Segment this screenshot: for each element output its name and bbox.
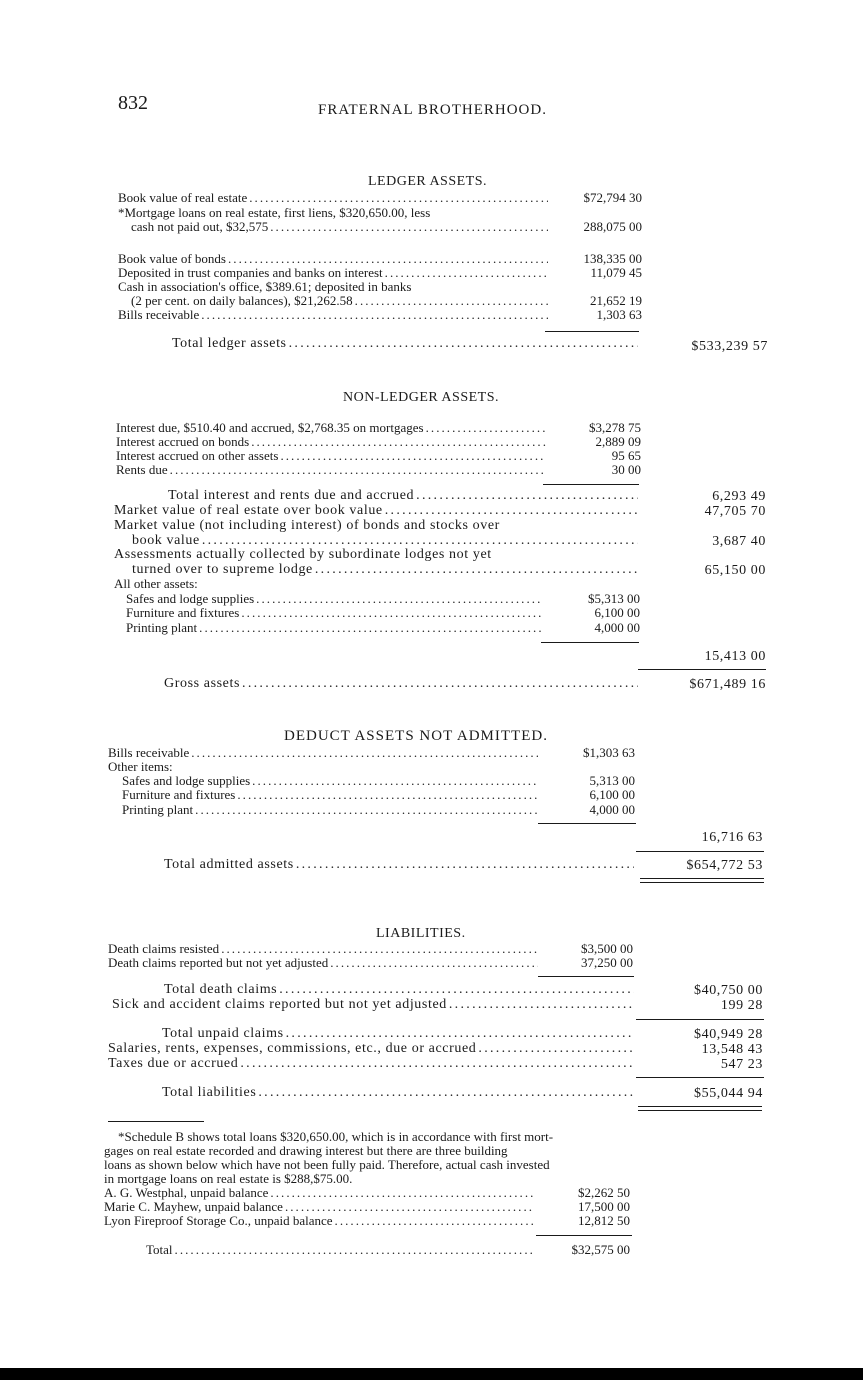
page-number: 832: [118, 92, 148, 114]
sick-claims-row: [112, 998, 634, 1012]
row-label: Total interest and rents due and accrued: [168, 488, 415, 503]
interest-row: [116, 421, 546, 434]
row-value: 47,705 70: [704, 504, 766, 519]
liability-row: [108, 956, 538, 969]
liabilities-heading: LIABILITIES.: [376, 926, 466, 941]
running-header: FRATERNAL BROTHERHOOD.: [318, 102, 547, 118]
row-value: 37,250 00: [581, 955, 633, 970]
ledger-total-value: $533,239 57: [691, 339, 768, 354]
total-death-claims-row: [164, 983, 634, 997]
ledger-row: [118, 252, 548, 265]
row-label: Total admitted assets: [164, 857, 294, 872]
ledger-row: [118, 308, 548, 321]
row-label: (2 per cent. on daily balances), $21,262.58: [131, 293, 353, 308]
row-value: 288,075 00: [583, 219, 642, 234]
double-rule: [638, 1106, 762, 1107]
row-value: 1,303 63: [596, 307, 642, 322]
total-label: Total ledger assets: [172, 336, 287, 351]
row-label: turned over to supreme lodge: [132, 562, 313, 577]
row-value: 21,652 19: [590, 293, 642, 308]
row-value: $2,262 50: [578, 1185, 630, 1200]
market-bonds-row: Market value (not including interest) of bonds and stocks over: [114, 518, 500, 533]
deduct-row: [122, 803, 538, 816]
deduct-row: [122, 788, 538, 801]
row-label: Safes and lodge supplies: [122, 773, 251, 788]
total-unpaid-row: [162, 1027, 634, 1041]
row-label: Safes and lodge supplies: [126, 591, 255, 606]
row-value: 3,687 40: [712, 534, 766, 549]
row-value: 30 00: [611, 462, 641, 477]
market-real-estate-row: [114, 504, 638, 518]
row-value: $3,500 00: [581, 941, 633, 956]
deduct-heading: DEDUCT ASSETS NOT ADMITTED.: [284, 728, 548, 744]
interest-row: [116, 435, 546, 448]
row-label: Bills receivable: [118, 307, 200, 322]
ledger-heading: LEDGER ASSETS.: [368, 174, 488, 189]
row-label: Total: [146, 1242, 173, 1257]
subtotal-rule: [536, 1235, 632, 1236]
total-interest-row: [168, 489, 638, 503]
row-value: 65,150 00: [704, 563, 766, 578]
row-label: Printing plant: [122, 802, 194, 817]
row-value: 199 28: [720, 998, 763, 1013]
row-label: Printing plant: [126, 620, 198, 635]
row-value: $40,949 28: [694, 1027, 763, 1042]
assessments-row: [132, 563, 638, 577]
row-label: Total liabilities: [162, 1085, 257, 1100]
footnote-line: in mortgage loans on real estate is $288,$75.00.: [104, 1171, 353, 1186]
gross-assets-row: [164, 677, 638, 691]
row-label: Deposited in trust companies and banks on interest: [118, 265, 383, 280]
row-value: $3,278 75: [589, 420, 641, 435]
total-rule: [636, 851, 764, 852]
row-value: 2,889 09: [595, 434, 641, 449]
footnote-line: gages on real estate recorded and drawing interest but there are three building: [104, 1143, 508, 1158]
row-label: Furniture and fixtures: [122, 787, 236, 802]
double-rule: [638, 1110, 762, 1111]
row-value: 6,100 00: [594, 605, 640, 620]
ledger-row: Cash in association's office, $389.61; deposited in banks: [118, 279, 412, 294]
row-label: Total unpaid claims: [162, 1026, 284, 1041]
other-assets-label: All other assets:: [114, 576, 198, 591]
ledger-row: *Mortgage loans on real estate, first liens, $320,650.00, less: [118, 205, 431, 220]
footnote-total-row: [146, 1243, 534, 1256]
row-value: 547 23: [720, 1057, 763, 1072]
deduct-total: 16,716 63: [701, 830, 763, 845]
assessments-row: Assessments actually collected by subordinate lodges not yet: [114, 547, 492, 562]
other-asset-row: [126, 621, 542, 634]
row-value: 4,000 00: [589, 802, 635, 817]
row-label: A. G. Westphal, unpaid balance: [104, 1185, 269, 1200]
row-value: $72,794 30: [583, 190, 642, 205]
footnote-row: [104, 1200, 534, 1213]
row-label: Total death claims: [164, 982, 278, 997]
total-rule: [638, 669, 766, 670]
row-label: Interest accrued on bonds: [116, 434, 250, 449]
liability-row: [108, 942, 538, 955]
row-label: Lyon Fireproof Storage Co., unpaid balance: [104, 1213, 333, 1228]
footnote-rule: [108, 1121, 204, 1122]
ledger-row: [118, 191, 548, 204]
row-label: Gross assets: [164, 676, 241, 691]
non-ledger-heading: NON-LEDGER ASSETS.: [343, 390, 500, 405]
row-label: Rents due: [116, 462, 168, 477]
footnote-row: [104, 1186, 534, 1199]
total-rule: [636, 1077, 764, 1078]
gross-assets-value: $671,489 16: [689, 677, 766, 692]
other-asset-row: [126, 606, 542, 619]
ledger-row: [131, 294, 548, 307]
row-label: Taxes due or accrued: [108, 1056, 239, 1071]
row-value: $5,313 00: [588, 591, 640, 606]
row-value: 5,313 00: [589, 773, 635, 788]
deduct-row: [122, 774, 538, 787]
total-liabilities-row: [162, 1086, 634, 1100]
row-value: 12,812 50: [578, 1213, 630, 1228]
subtotal-rule: [538, 976, 634, 977]
admitted-assets-row: [164, 858, 634, 872]
salaries-row: [108, 1042, 634, 1056]
row-value: 138,335 00: [583, 251, 642, 266]
deduct-row: [108, 746, 538, 759]
row-label: Death claims resisted: [108, 941, 220, 956]
row-label: cash not paid out, $32,575: [131, 219, 269, 234]
footnote-row: [104, 1214, 534, 1227]
row-value: $40,750 00: [694, 983, 763, 998]
ledger-row: [131, 220, 548, 233]
taxes-row: [108, 1057, 634, 1071]
market-bonds-row: [132, 534, 638, 548]
row-label: Death claims reported but not yet adjusted: [108, 955, 329, 970]
other-asset-row: [126, 592, 542, 605]
row-label: Marie C. Mayhew, unpaid balance: [104, 1199, 283, 1214]
row-label: Book value of real estate: [118, 190, 248, 205]
row-value: $1,303 63: [583, 745, 635, 760]
row-value: 6,293 49: [712, 489, 766, 504]
row-value: 13,548 43: [701, 1042, 763, 1057]
row-value: 95 65: [611, 448, 641, 463]
footnote-line: loans as shown below which have not been fully paid. Therefore, actual cash invested: [104, 1157, 550, 1172]
row-label: Book value of bonds: [118, 251, 226, 266]
row-label: book value: [132, 533, 200, 548]
row-label: Sick and accident claims reported but not yet adjusted: [112, 997, 447, 1012]
ledger-row: [118, 266, 548, 279]
other-assets-total: 15,413 00: [704, 649, 766, 664]
ledger-total-row: [172, 337, 638, 351]
row-value: 4,000 00: [594, 620, 640, 635]
row-label: Salaries, rents, expenses, commissions, etc., due or accrued: [108, 1041, 477, 1056]
row-label: Bills receivable: [108, 745, 190, 760]
interest-row: [116, 463, 546, 476]
subtotal-rule: [541, 642, 639, 643]
total-rule: [636, 1019, 764, 1020]
subtotal-rule: [543, 484, 639, 485]
other-items-label: Other items:: [108, 759, 173, 774]
row-value: 11,079 45: [590, 265, 642, 280]
row-label: Interest due, $510.40 and accrued, $2,768.35 on mortgages: [116, 420, 424, 435]
admitted-assets-value: $654,772 53: [686, 858, 763, 873]
double-rule: [640, 878, 764, 879]
interest-row: [116, 449, 546, 462]
footnote-line: *Schedule B shows total loans $320,650.00, which is in accordance with first mort-: [118, 1129, 554, 1144]
total-liabilities-value: $55,044 94: [694, 1086, 763, 1101]
double-rule: [640, 882, 764, 883]
row-label: Market value of real estate over book value: [114, 503, 383, 518]
subtotal-rule: [545, 331, 639, 332]
subtotal-rule: [538, 823, 636, 824]
footnote-total-value: $32,575 00: [571, 1242, 630, 1257]
row-value: 6,100 00: [589, 787, 635, 802]
row-label: Furniture and fixtures: [126, 605, 240, 620]
row-label: Interest accrued on other assets: [116, 448, 279, 463]
scan-edge-bar: [0, 1368, 863, 1380]
row-value: 17,500 00: [578, 1199, 630, 1214]
